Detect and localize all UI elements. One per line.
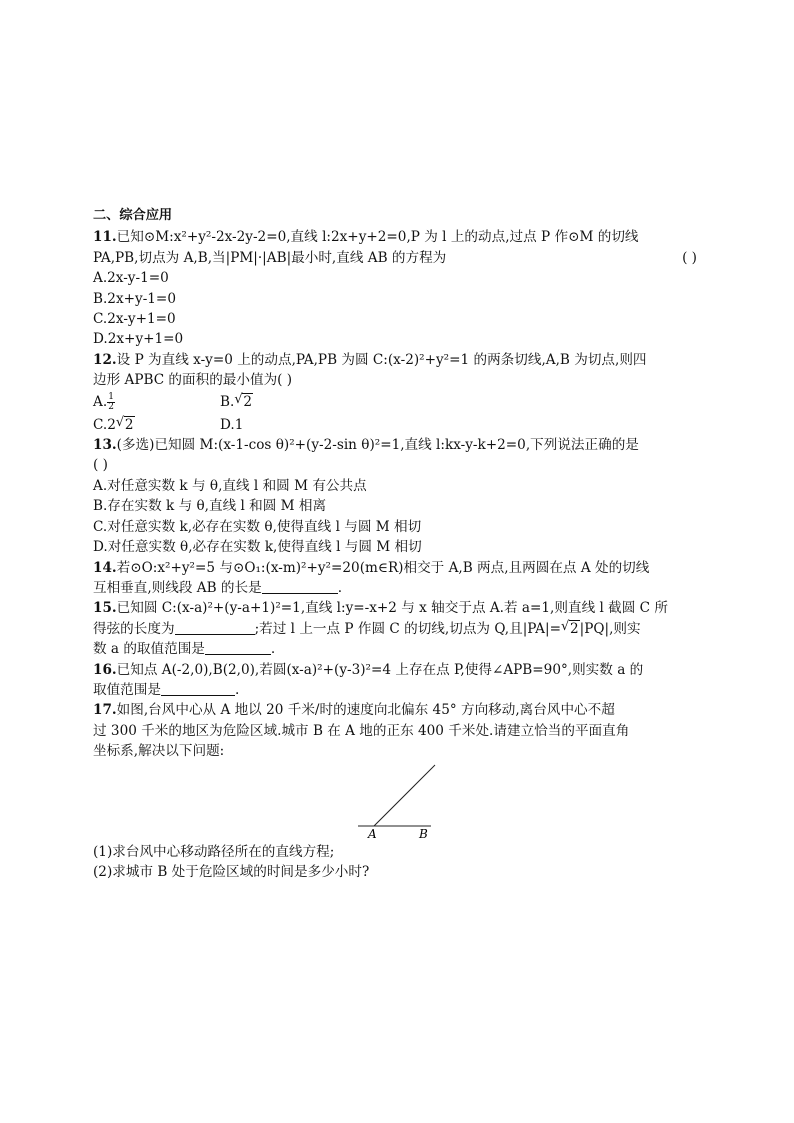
question-11: [93, 227, 703, 349]
sqrt: √ 2: [560, 618, 579, 637]
question-text: 互相垂直,则线段 AB 的长是: [93, 579, 262, 596]
question-16: 16.已知点 A(-2,0),B(2,0),若圆(x-a)²+(y-3)²=4 上存在点 P,使得∠APB=90°,则实数 a 的 取值范围是 .: [93, 661, 644, 698]
option-a: A.2x-y-1=0: [93, 270, 169, 287]
sqrt: √ 2: [115, 414, 134, 433]
question-text: (多选)已知圆 M:(x-1-cos θ)²+(y-2-sin θ)²=1,直线 l:kx-y-k+2=0,下列说法正确的是: [116, 437, 639, 454]
question-text: 坐标系,解决以下问题:: [93, 743, 225, 760]
question-text: PA,PB,切点为 A,B,当|PM|·|AB|最小时,直线 AB 的方程为: [93, 249, 447, 266]
sub-question-1: (1)求台风中心移动路径所在的直线方程;: [93, 843, 335, 860]
option-a: A. $\frac{1}{2}$: [93, 392, 114, 413]
answer-blank: [205, 640, 271, 655]
question-text: 边形 APBC 的面积的最小值为( ): [93, 372, 293, 389]
point-a-label: A: [368, 826, 377, 841]
typhoon-path-figure: [93, 764, 703, 842]
option-c: C.2x-y+1=0: [93, 311, 176, 328]
question-number: 13.: [93, 437, 117, 454]
option-d: D.对任意实数 θ,必存在实数 k,使得直线 l 与圆 M 相切: [93, 539, 422, 556]
question-17: [93, 700, 703, 882]
question-number: 11.: [93, 229, 117, 246]
option-b: B.2x+y-1=0: [93, 290, 176, 307]
question-15: 15.已知圆 C:(x-a)²+(y-a+1)²=1,直线 l:y=-x+2 与 x 轴交于点 A.若 a=1,则直线 l 截圆 C 所 得弦的长度为 ;若过 l 上一点 P 作圆 C 的切线,切点为 Q,且|PA|= √ 2|PQ|,则实 数 a 的取值范围是 .: [93, 600, 668, 658]
option-b: B. √ 2: [220, 392, 253, 412]
fraction: $\frac{1}{2}$: [108, 392, 114, 413]
question-number: 14.: [93, 559, 117, 576]
option-c: C.2 √ 2: [93, 415, 220, 435]
question-text: 已知点 A(-2,0),B(2,0),若圆(x-a)²+(y-3)²=4 上存在点 P,使得∠APB=90°,则实数 a 的: [116, 661, 644, 678]
typhoon-path-line: [374, 765, 435, 826]
question-text: 如图,台风中心从 A 地以 20 千米/时的速度向北偏东 45° 方向移动,离台风中心不超: [116, 702, 615, 719]
answer-blank: [161, 681, 235, 696]
question-text: 过 300 千米的地区为危险区域.城市 B 在 A 地的正东 400 千米处.请建立恰当的平面直角: [93, 722, 630, 739]
option-a: A.对任意实数 k 与 θ,直线 l 和圆 M 有公共点: [93, 477, 367, 494]
question-number: 17.: [93, 702, 117, 719]
question-text: 已知圆 C:(x-a)²+(y-a+1)²=1,直线 l:y=-x+2 与 x 轴交于点 A.若 a=1,则直线 l 截圆 C 所: [116, 600, 668, 617]
question-number: 12.: [93, 351, 117, 368]
exercise-page: [93, 206, 703, 882]
option-b: B.存在实数 k 与 θ,直线 l 和圆 M 相离: [93, 498, 327, 515]
question-text: 设 P 为直线 x-y=0 上的动点,PA,PB 为圆 C:(x-2)²+y²=1 的两条切线,A,B 为切点,则四: [116, 351, 647, 368]
question-14: 14.若⊙O:x²+y²=5 与⊙O₁:(x-m)²+y²=20(m∈R)相交于 A,B 两点,且两圆在点 A 处的切线 互相垂直,则线段 AB 的长是 .: [93, 559, 650, 596]
sub-question-2: (2)求城市 B 处于危险区域的时间是多少小时?: [93, 863, 370, 880]
question-13: [93, 435, 703, 557]
option-d: D.1: [220, 416, 244, 433]
option-d: D.2x+y+1=0: [93, 331, 184, 348]
question-text: 若⊙O:x²+y²=5 与⊙O₁:(x-m)²+y²=20(m∈R)相交于 A,B 两点,且两圆在点 A 处的切线: [116, 559, 650, 576]
question-12: [93, 350, 703, 435]
answer-parentheses: ( ): [682, 249, 697, 266]
answer-blank: [175, 620, 255, 635]
question-number: 15.: [93, 600, 117, 617]
sqrt: √ 2: [234, 392, 252, 411]
answer-blank: [262, 579, 338, 594]
point-b-label: B: [419, 826, 428, 841]
answer-parentheses: ( ): [93, 457, 108, 474]
option-c: C.对任意实数 k,必存在实数 θ,使得直线 l 与圆 M 相切: [93, 518, 422, 535]
question-text: 已知⊙M:x²+y²-2x-2y-2=0,直线 l:2x+y+2=0,P 为 l 上的动点,过点 P 作⊙M 的切线: [116, 229, 639, 246]
section-title: 二、综合应用: [93, 208, 173, 223]
question-number: 16.: [93, 661, 117, 678]
figure-svg: [348, 764, 468, 842]
